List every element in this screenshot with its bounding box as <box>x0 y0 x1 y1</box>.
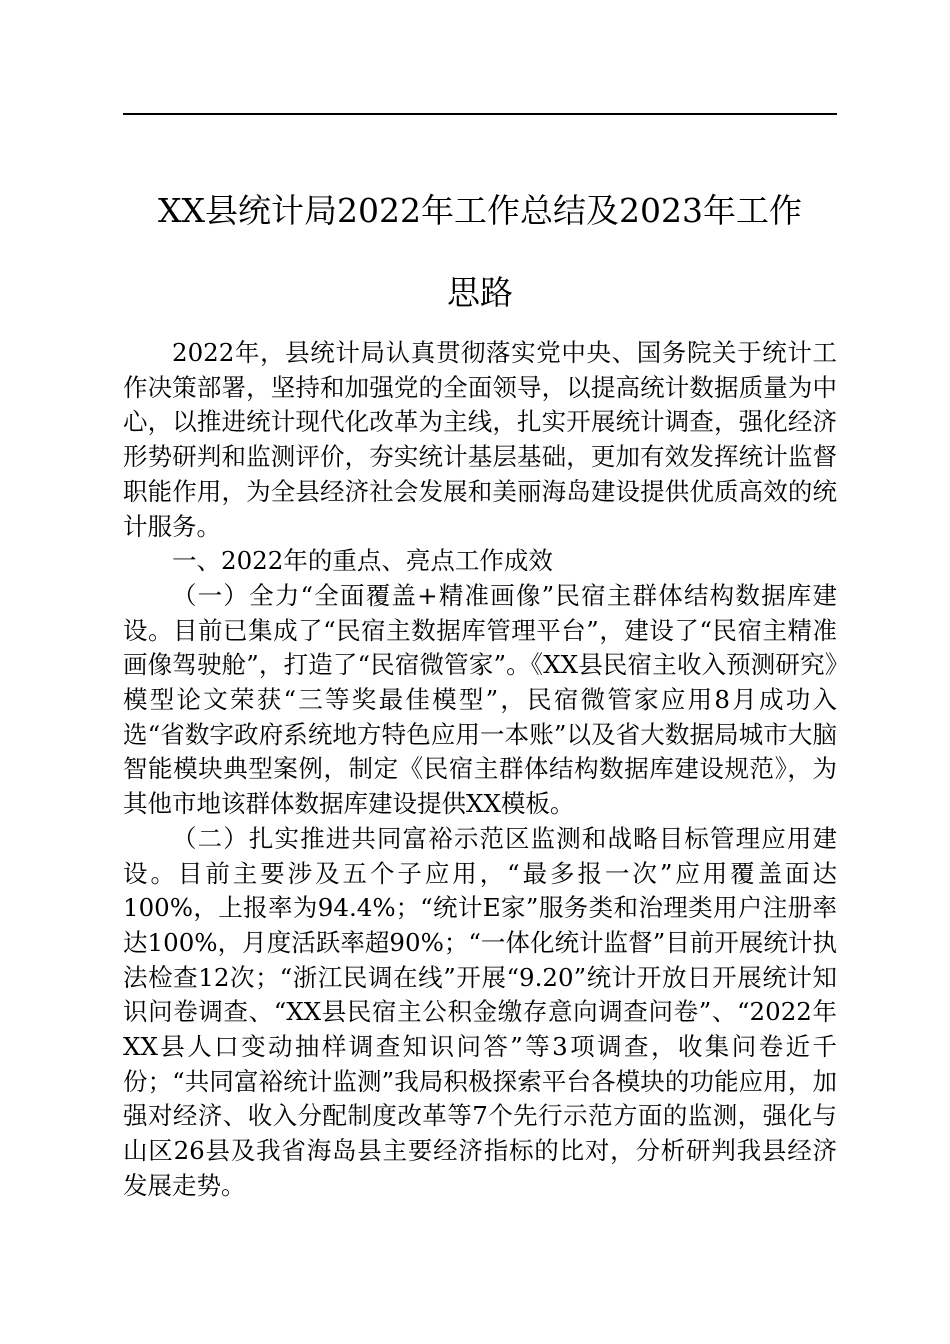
document-body <box>123 336 837 1204</box>
title-line-2: 思路 <box>447 273 513 312</box>
paragraph-item-2: （二）扎实推进共同富裕示范区监测和战略目标管理应用建设。目前主要涉及五个子应用，“最多报一次”应用覆盖面达100%，上报率为94.4%；“统计E家”服务类和治理类用户注册率达100%，月度活跃率超90%；“一体化统计监督”目前开展统计执法检查12次；“浙江民调在线”开展“9.20”统计开放日开展统计知识问卷调查、“XX县民宿主公积金缴存意向调查问卷”、“2022年XX县人口变动抽样调查知识问答”等3项调查，收集问卷近千份；“共同富裕统计监测”我局积极探索平台各模块的功能应用，加强对经济、收入分配制度改革等7个先行示范方面的监测，强化与山区26县及我省海岛县主要经济指标的比对，分析研判我县经济发展走势。 <box>123 823 837 1200</box>
header-rule <box>123 113 837 115</box>
section-heading-1: 一、2022年的重点、亮点工作成效 <box>172 546 553 576</box>
title-line-1: XX县统计局2022年工作总结及2023年工作 <box>158 191 802 230</box>
paragraph-intro: 2022年，县统计局认真贯彻落实党中央、国务院关于统计工作决策部署，坚持和加强党的全面领导，以提高统计数据质量为中心，以推进统计现代化改革为主线，扎实开展统计调查，强化经济形势研判和监测评价，夯实统计基层基础，更加有效发挥统计监督职能作用，为全县经济社会发展和美丽海岛建设提供优质高效的统计服务。 <box>123 338 837 541</box>
paragraph-item-1: （一）全力“全面覆盖+精准画像”民宿主群体结构数据库建设。目前已集成了“民宿主数据库管理平台”，建设了“民宿主精准画像驾驶舱”，打造了“民宿微管家”。《XX县民宿主收入预测研究》模型论文荣获“三等奖最佳模型”，民宿微管家应用8月成功入选“省数字政府系统地方特色应用一本账”以及省大数据局城市大脑智能模块典型案例，制定《民宿主群体结构数据库建设规范》，为其他市地该群体数据库建设提供XX模板。 <box>123 580 837 819</box>
document-title <box>123 170 837 334</box>
